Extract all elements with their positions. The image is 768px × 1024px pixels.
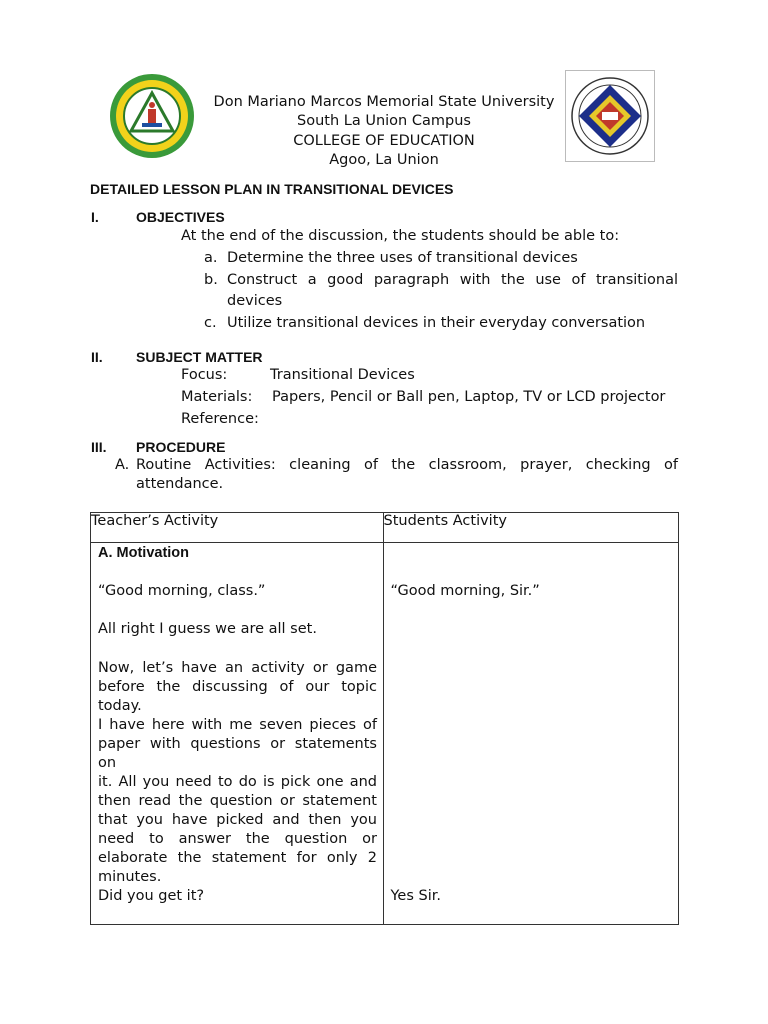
objective-marker-a: a. [204, 250, 218, 266]
teacher-p4-line3: it. All you need to do is pick one and [98, 774, 377, 790]
campus-name: South La Union Campus [297, 113, 471, 130]
objectives-number: I. [91, 209, 99, 225]
objectives-heading: OBJECTIVES [136, 209, 225, 225]
reference-label: Reference: [181, 411, 259, 427]
table-header-row [91, 513, 679, 543]
teacher-p4-line7: elaborate the statement for only 2 [98, 850, 377, 866]
procedure-item-line2: attendance. [136, 476, 224, 492]
university-seal-logo [109, 73, 195, 159]
teacher-p4-line4: then read the question or statement [98, 793, 377, 809]
teacher-line-did-you-get-it: Did you get it? [98, 888, 205, 904]
university-header [200, 93, 568, 170]
teacher-p4-line6: need to answer the question or [98, 831, 377, 847]
teacher-p3-line3: today. [98, 698, 142, 714]
location: Agoo, La Union [329, 151, 439, 168]
students-activity-cell [383, 543, 679, 925]
objective-text-c: Utilize transitional devices in their everyday conversation [227, 315, 646, 331]
teacher-paragraph-activity [98, 659, 377, 887]
teacher-line-all-set: All right I guess we are all set. [98, 621, 317, 637]
teacher-p4-line1: I have here with me seven pieces of [98, 717, 377, 733]
activity-table [90, 512, 679, 925]
college-logo [565, 70, 655, 162]
subject-matter-heading: SUBJECT MATTER [136, 349, 263, 365]
university-name: Don Mariano Marcos Memorial State University [213, 94, 555, 110]
students-activity-header: Students Activity [383, 513, 679, 543]
procedure-item-marker: A. [115, 457, 130, 473]
teacher-p3-line2: before the discussing of our topic [98, 679, 377, 695]
subject-matter-number: II. [91, 349, 103, 365]
procedure-heading: PROCEDURE [136, 439, 226, 455]
materials-value: Papers, Pencil or Ball pen, Laptop, TV or LCD projector [272, 389, 666, 405]
teacher-activity-cell [91, 543, 384, 925]
students-response-greeting: “Good morning, Sir.” [390, 583, 540, 599]
objective-text-b-line2: devices [227, 293, 283, 309]
motivation-label: A. Motivation [98, 545, 190, 561]
teacher-p3-line1: Now, let’s have an activity or game [98, 660, 377, 676]
objective-marker-b: b. [204, 272, 218, 288]
document-title: DETAILED LESSON PLAN IN TRANSITIONAL DEVICES [90, 181, 454, 197]
objective-text-b-line1: Construct a good paragraph with the use of transitional [227, 272, 678, 288]
materials-label: Materials: [181, 389, 253, 405]
teacher-p4-line5: that you have picked and then you [98, 812, 377, 828]
focus-label: Focus: [181, 367, 228, 383]
table-row [91, 543, 679, 925]
objectives-intro: At the end of the discussion, the students should be able to: [181, 228, 620, 244]
focus-value: Transitional Devices [270, 367, 415, 383]
students-response-yes: Yes Sir. [390, 888, 441, 904]
teacher-p4-line8: minutes. [98, 869, 162, 885]
teacher-p4-line2: paper with questions or statements on [98, 736, 377, 771]
college-name: COLLEGE OF EDUCATION [293, 132, 475, 149]
teacher-activity-header: Teacher’s Activity [91, 513, 384, 543]
procedure-number: III. [91, 439, 107, 455]
teacher-line-greeting: “Good morning, class.” [98, 583, 266, 599]
objective-text-a: Determine the three uses of transitional devices [227, 250, 578, 266]
procedure-item-line1: Routine Activities: cleaning of the classroom, prayer, checking of [136, 457, 678, 473]
objective-marker-c: c. [204, 315, 217, 331]
